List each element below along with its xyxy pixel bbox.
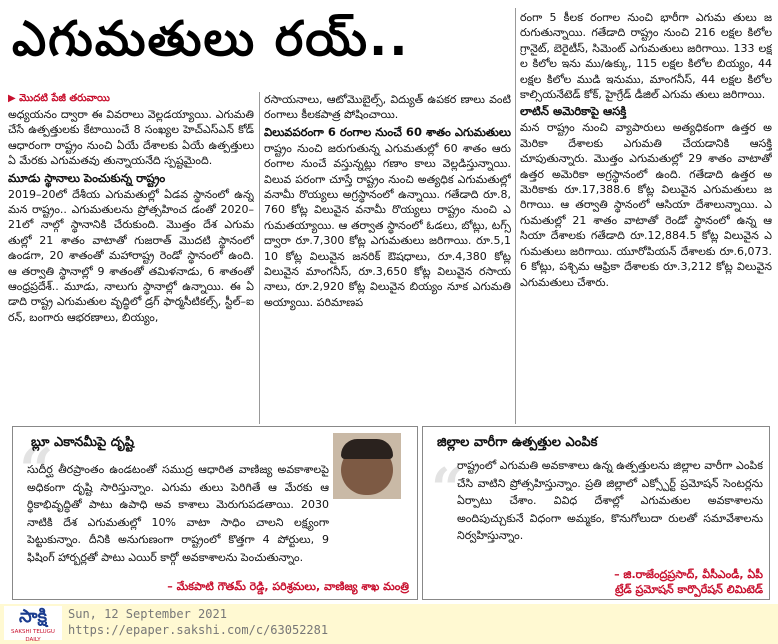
box-left-text: సుదీర్ఘ తీరప్రాంతం ఉండటంతో సముద్ర ఆధారిత వాణిజ్య అవకాశాలపై అధికంగా దృష్టి సారిస్తున్నాం. ఎగుమ తులు పెరిగితే ఆ మేరకు ఆర్థికాభివృద్ధితో పాటు ఉపాధి అవ కాశాలు మెరుగుపడతాయి. 2030 నాటికి దేశ ఎగుమతుల్లో 10% వాటా సాధిం చాలని లక్ష్యంగా పెట్టుకున్నాం. దీనికి అనుగుణంగా రాష్ట్రంలో కొత్తగా 4 పోర్టులు, 9 ఫిషింగ్ హార్బర్లతో పాటు ఎయిర్ కార్గో అవకాశాలను పెంచుతున్నాం. — [27, 463, 329, 564]
column-divider — [259, 92, 260, 424]
box-left-signature: – మేకపాటి గౌతమ్ రెడ్డి, పరిశ్రమలు, వాణిజ్య శాఖ మంత్రి — [167, 580, 409, 593]
col3-paragraph-2: మన రాష్ట్రం నుంచి వ్యాపారులు అత్యధికంగా ఉత్తర అమెరికా దేశాలకు ఎగుమతి చేయడానికి ఆసక్తి చూపుతున్నారు. మొత్తం ఎగుమతుల్లో 29 శాతం వాటాతో ఉత్తర అమెరికా అగ్రస్థానంలో ఉంది. గతేడాది ఉత్తర అమెరికాకు రూ.17,388.6 కోట్ల విలువైన ఎగుమతులు జరిగాయి. ఆ తర్వాతి స్థానంలో ఆసియా దేశాలున్నాయి. ఎగుమతుల్లో 21 శాతం వాటాతో రెండో స్థానంలో ఉన్న ఆసియా దేశాలకు గతేడాది రూ.12,884.5 కోట్ల విలువైన ఎగుమతులు జరిగాయి. యూరోపియన్ దేశాలకు రూ.6,073.6 కోట్లు, పశ్చిమ ఆఫ్రికా దేశాలకు రూ.3,212 కోట్ల విలువైన ఎగుమతులు చేశారు. — [520, 121, 772, 289]
headline: ఎగుమతులు రయ్.. — [12, 11, 410, 67]
quote-box-left — [12, 426, 418, 600]
box-right-text: రాష్ట్రంలో ఎగుమతి అవకాశాలు ఉన్న ఉత్పత్తులను జిల్లాల వారీగా ఎంపిక చేసి వాటిని ప్రోత్సహిస్తున్నాం. ప్రతి జిల్లాలో ఎక్స్పోర్ట్ ప్రమోషన్ సెంటర్లను ఏర్పాటు చేశాం. వివిధ దేశాల్లో ఎగుమతుల అవకాశాలను అందిపుచ్చుకునే విధంగా అమ్మకం, కొనుగోలుదా రులతో సమావేశాలను నిర్వహిస్తున్నాం. — [457, 459, 763, 543]
col3-paragraph-1: రంగా 5 కీలక రంగాల నుంచి భారీగా ఎగుమ తులు జరుగుతున్నాయి. గతేడాది రాష్ట్రం నుంచి 216 లక్షల కిలోల గ్రానైట్, బెరైటీస్, సిమెంట్ ఎగుమతులు జరిగాయి. 133 లక్షల కిలోల ఇను ము/ఉక్కు, 115 లక్షల కిలోల బియ్యం, 44 లక్షల కిలోల ముడి ఇనుము, మాంగనీస్, 44 లక్షల కిలోల కాల్సియనేటెడ్ కోక్, హైగ్రేడ్ డీజిల్ ఎగుమ తులు జరిగాయి. — [520, 11, 772, 102]
logo-subtext: SAKSHI TELUGU DAILY — [11, 629, 55, 643]
box-left-title: బ్లూ ఎకానమీపై దృష్టి — [31, 435, 135, 450]
column-2 — [264, 92, 511, 425]
column-divider — [515, 8, 516, 424]
footer-url[interactable]: https://epaper.sakshi.com/c/63052281 — [68, 623, 329, 637]
col2-paragraph-2: రాష్ట్రం నుంచి జరుగుతున్న ఎగుమతుల్లో 60 శాతం ఆరు రంగాల నుంచే వస్తున్నట్లు గణాం కాలు వెల్లడిస్తున్నాయి. విలువ పరంగా చూస్తే రాష్ట్రం నుంచి అత్యధిక ఎగుమతుల్లో వనామీ రొయ్యలు అగ్రస్థానంలో ఉన్నాయి. గతేడాది రూ.8,760 కోట్ల విలువైన వనామీ రొయ్యలు రాష్ట్రం నుంచి ఎగుమతయ్యాయి. ఆ తర్వాత స్థానంలో ఓడలు, బోట్లు, టగ్స్ ద్వారా రూ.7,300 కోట్ల ఎగుమతులు జరిగాయి. రూ.5,110 కోట్ల విలువైన జనరిక్ ఔషధాలు, రూ.4,380 కోట్ల విలువైన మాంగనీస్, రూ.3,650 కోట్ల విలువైన రసాయనాలు, రూ.2,920 కోట్ల విలువైన బియ్యం నూక ఎగుమతి అయ్యాయి. పరిమాణప — [264, 141, 511, 309]
box-right-signature-line-2: ట్రేడ్ ప్రమోషన్ కార్పొరేషన్ లిమిటెడ్ — [615, 583, 763, 596]
quote-mark-icon: “ — [19, 436, 54, 506]
minister-photo — [333, 433, 401, 499]
col2-subheading: విలువపరంగా 6 రంగాల నుంచే 60 శాతం ఎగుమతులు — [264, 124, 511, 139]
column-1 — [8, 90, 254, 425]
col1-subheading: మూడు స్థానాలు పెంచుకున్న రాష్ట్రం — [8, 170, 166, 185]
jump-label: మొదటి పేజీ తరువాయి — [19, 93, 110, 104]
col1-paragraph-2: 2019–20లో దేశీయ ఎగుమతుల్లో ఏడవ స్థానంలో ఉన్న మన రాష్ట్రం.. ఎగుమతులను ప్రోత్సహించ డంతో 2020–21లో నాల్గో స్థానానికి చేరుకుంది. మొత్తం దేశ ఎగుమతుల్లో 21 శాతం వాటాతో గుజరాత్ మొదటి స్థానంలో ఉండగా, 20 శాతంతో మహారాష్ట్ర రెండో స్థానంలో ఉంది. ఆ తర్వాతి స్థానాల్లో 9 శాతంతో తమిళనాడు, 6 శాతంతో ఆంధ్రప్రదేశ్.. మూడు, నాలుగు స్థానాల్లో ఉన్నాయి. ఈ ఏడాది రాష్ట్ర ఎగుమతుల వృద్ధిలో డ్రగ్ ఫార్మసీటికల్స్, స్టీల్–ఐరన్, బంగారు ఆభరణాలు, బియ్యం, — [8, 187, 254, 324]
col3-subheading: లాటిన్ అమెరికాపై ఆసక్తి — [520, 104, 627, 119]
play-icon: ▶ — [8, 93, 20, 104]
box-right-title: జిల్లాల వారీగా ఉత్పత్తుల ఎంపిక — [437, 435, 598, 450]
logo-text: సాక్షి — [19, 606, 47, 627]
hair-shape — [341, 439, 393, 459]
footer-date: Sun, 12 September 2021 — [68, 607, 227, 621]
quote-mark-icon: “ — [431, 456, 464, 522]
col1-paragraph-1: అధ్యయనం ద్వారా ఈ వివరాలు వెల్లడయ్యాయి. ఎగుమతి చేసే ఉత్పత్తులకు కేటాయించే 8 సంఖ్యల హెచ్ఎస్ఎన్ కోడ్ ఆధారంగా రాష్ట్రం నుంచి ఏయే దేశాలకు ఏయే ఉత్పత్తులు ఏ మేరకు ఎగుమతవు తున్నాయనేది స్పష్టమైంది. — [8, 108, 254, 168]
sakshi-logo — [4, 606, 62, 643]
quote-box-right — [422, 426, 770, 600]
col2-paragraph-1: రసాయనాలు, ఆటోమొబైల్స్, విద్యుత్ ఉపకర ణాలు వంటి రంగాలు కీలకపాత్ర పోషించాయి. — [264, 93, 511, 122]
jump-line — [8, 90, 254, 107]
column-3 — [520, 10, 772, 425]
box-right-signature-line-1: – జి.రాజేంద్రప్రసాద్, వీసీఎండీ, ఏపీ — [614, 568, 763, 581]
